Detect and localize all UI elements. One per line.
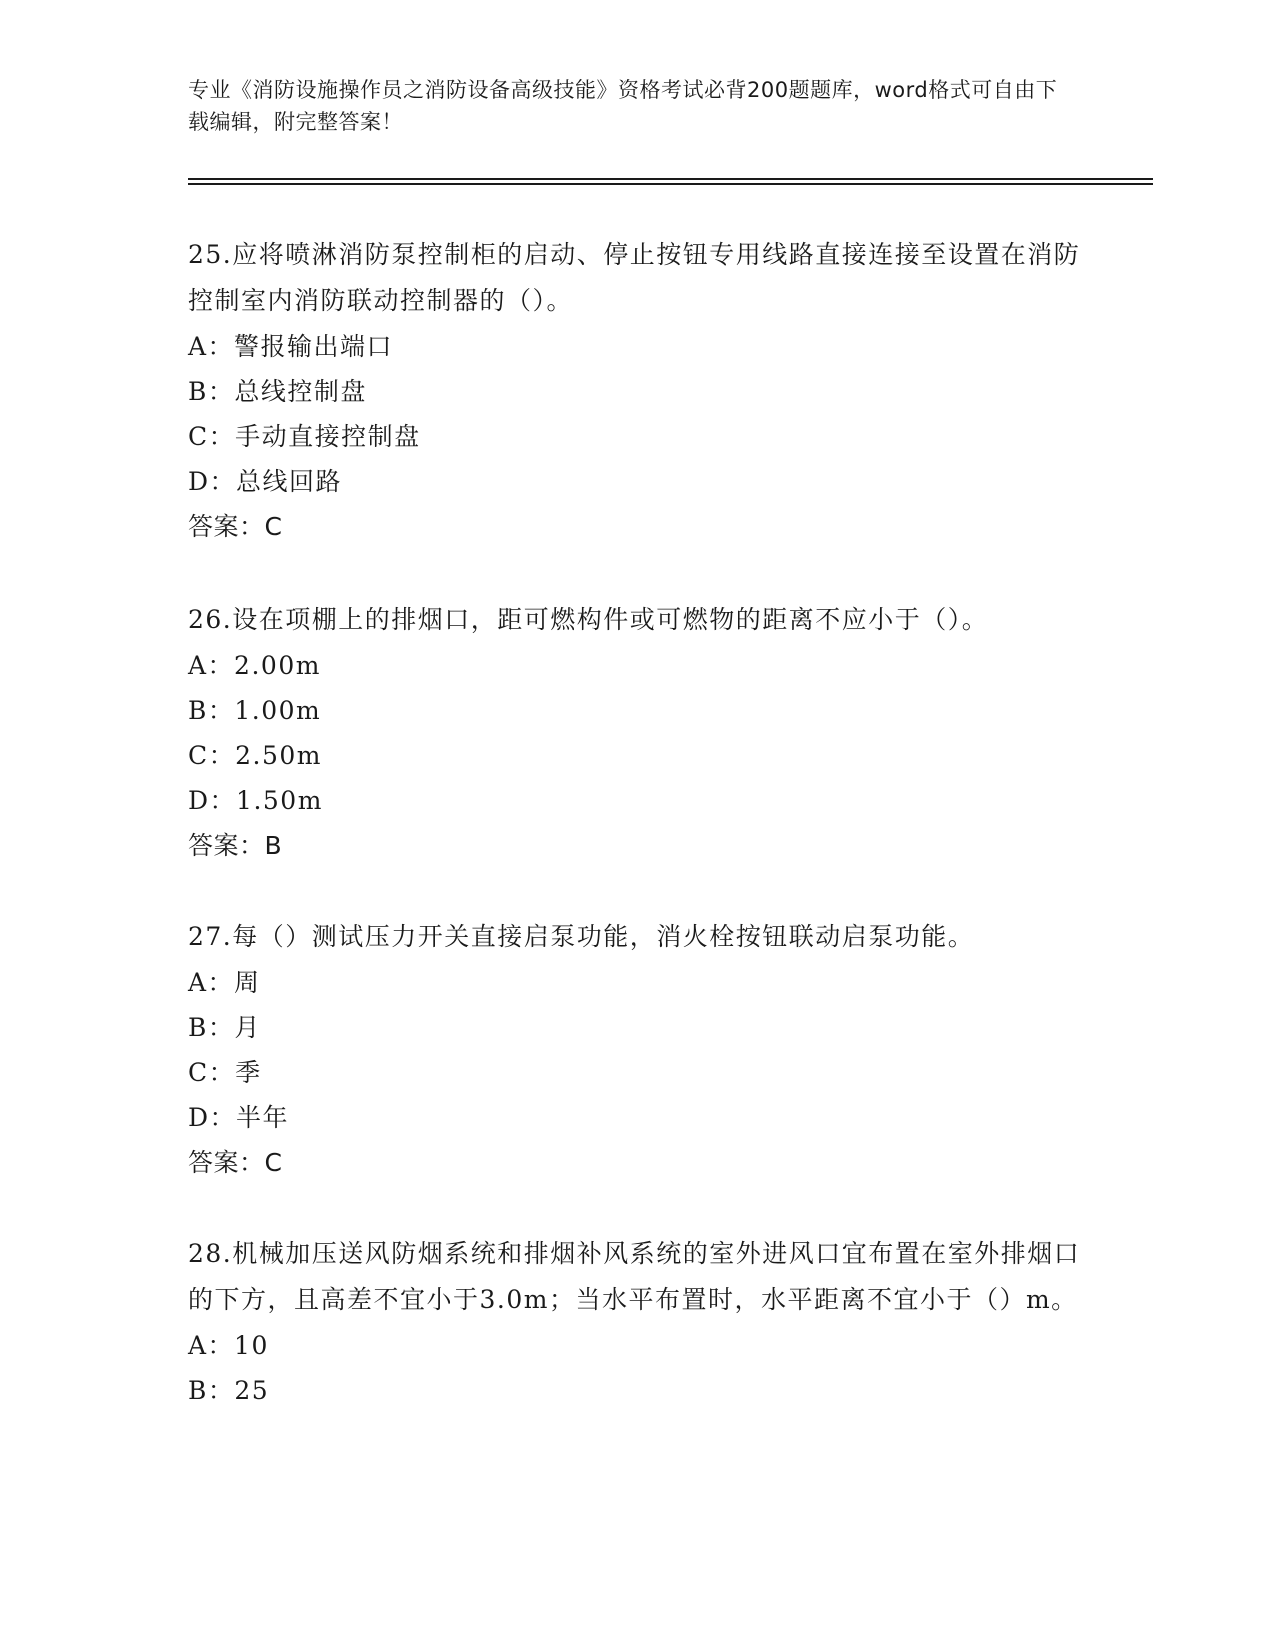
question-stem: 26.设在项棚上的排烟口，距可燃构件或可燃物的距离不应小于（）。 bbox=[188, 605, 989, 634]
option-c: C：手动直接控制盘 bbox=[188, 422, 421, 451]
question-stem: 27.每（）测试压力开关直接启泵功能，消火栓按钮联动启泵功能。 bbox=[188, 922, 975, 951]
question-28 bbox=[188, 1231, 1088, 1413]
header-divider-bottom bbox=[188, 183, 1153, 185]
option-d: D：总线回路 bbox=[188, 467, 343, 496]
option-c: C：季 bbox=[188, 1058, 262, 1087]
option-d: D：半年 bbox=[188, 1103, 290, 1132]
option-b: B：1.00m bbox=[188, 696, 322, 725]
option-b: B：月 bbox=[188, 1013, 261, 1042]
answer-line: 答案：C bbox=[188, 512, 283, 541]
answer-line: 答案：B bbox=[188, 831, 283, 860]
option-c: C：2.50m bbox=[188, 741, 322, 770]
option-a: A：10 bbox=[188, 1331, 269, 1360]
answer-line: 答案：C bbox=[188, 1148, 283, 1177]
question-27 bbox=[188, 914, 1088, 1185]
question-stem: 28.机械加压送风防烟系统和排烟补风系统的室外进风口宜布置在室外排烟口的下方，且高差不宜小于3.0m；当水平布置时，水平距离不宜小于（）m。 bbox=[188, 1239, 1081, 1314]
document-header: 专业《消防设施操作员之消防设备高级技能》资格考试必背200题题库，word格式可自由下载编辑，附完整答案！ bbox=[188, 78, 1058, 134]
option-a: A：2.00m bbox=[188, 651, 321, 680]
question-26 bbox=[188, 597, 1088, 868]
header-divider-top bbox=[188, 178, 1153, 180]
option-a: A：警报输出端口 bbox=[188, 332, 394, 361]
option-d: D：1.50m bbox=[188, 786, 323, 815]
question-stem: 25.应将喷淋消防泵控制柜的启动、停止按钮专用线路直接连接至设置在消防控制室内消防联动控制器的（）。 bbox=[188, 240, 1081, 315]
option-b: B：总线控制盘 bbox=[188, 377, 367, 406]
question-25 bbox=[188, 232, 1088, 549]
option-b: B：25 bbox=[188, 1376, 270, 1405]
option-a: A：周 bbox=[188, 968, 261, 997]
